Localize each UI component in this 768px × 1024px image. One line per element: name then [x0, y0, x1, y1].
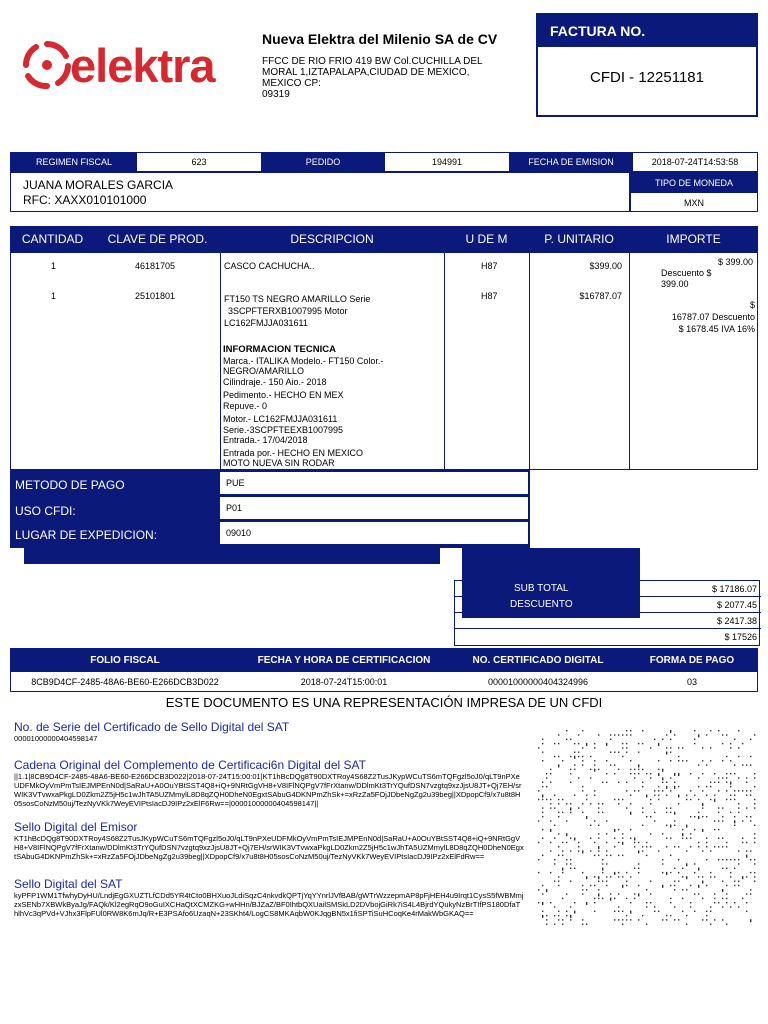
cert-table — [10, 648, 758, 692]
item-descripcion: CASCO CACHUCHA.. — [224, 261, 315, 271]
desc-line: FT150 TS NEGRO AMARILLO Serie — [224, 294, 371, 304]
cert-fecha-label: FECHA Y HORA DE CERTIFICACION — [257, 655, 431, 666]
col-importe: IMPORTE — [666, 232, 721, 246]
address-line: MORAL 1,IZTAPALAPA,CIUDAD DE MEXICO, — [262, 67, 470, 78]
nocert-label: NO. CERTIFICADO DIGITAL — [472, 655, 604, 666]
invoice-number: CFDI - 12251181 — [590, 69, 704, 86]
cert-fecha-value: 2018-07-24T15:00:01 — [300, 676, 388, 687]
item-unidad: H87 — [481, 261, 498, 271]
importe-line: 399.00 — [661, 279, 689, 289]
pedido-value: 194991 — [431, 157, 463, 167]
invoice-box — [536, 13, 758, 117]
brand-wordmark: elektra — [70, 39, 215, 92]
item-cantidad: 1 — [51, 291, 57, 301]
elektra-logo — [18, 36, 248, 96]
moneda-value: MXN — [684, 198, 704, 208]
pedido-label: PEDIDO — [261, 153, 385, 171]
tech-line: NEGRO/AMARILLO — [223, 366, 305, 376]
col-cantidad: CANTIDAD — [21, 232, 84, 246]
address-line: MEXICO CP: — [262, 78, 321, 89]
col-clave: CLAVE DE PROD. — [107, 232, 208, 246]
address-line: 09319 — [262, 89, 290, 100]
payment-bar — [24, 548, 440, 564]
regimen-label: REGIMEN FISCAL — [11, 153, 137, 171]
forma-value: 03 — [686, 676, 697, 687]
fecha-emision-label: FECHA DE EMISION — [509, 153, 633, 171]
total-value: $ 17526 — [724, 632, 757, 642]
item-importe — [661, 299, 755, 335]
representation-note: ESTE DOCUMENTO ES UNA REPRESENTACIÓN IMPRESA DE UN CFDI — [165, 695, 603, 710]
emisor-title: Sello Digital del Emisor — [14, 820, 138, 834]
importe-line: $ 399.00 — [717, 257, 753, 267]
item-unitario: $16787.07 — [579, 291, 622, 301]
company-address — [262, 56, 483, 100]
moneda-label: TIPO DE MONEDA — [631, 173, 757, 193]
sat-title: Sello Digital del SAT — [14, 877, 123, 891]
cadena-value: ||1.1|8CB9D4CF-2485-48A6-BE60-E266DCB3D022|2018-07-24T15:00:01|KT1hBcDQg8T90DXTRoy4S68Z2TusJKypWCuTS6mTQFgzl5oJ0/qLT9nPXeUDFMkOyVmPmTsIEJMPEnN0d|SaRaU+A0OuYBtSST4Q8+iQ+9NRtGgVH8+V8IFlNQPgV7fFrXtanw/DDlmKt3TrYQufDSN7vzgtq9xzJjsU8JT+Qj7EH/srWIK3VTvwxaPkgLD0Zkm2Z5jH5c1wJhTA5UZMmylL8D8qZQH0DheN0EgxtSAbuG4DKNPmZhSk+=xRzZa5FOjJDbeNgZg2u39beg||XDpopCf9/x7u8t8H05sosCoNzM50uj/TezNyVKk7WeyEVIPtsIacDJ9IPz2xElF6Rw==|00001000000404598147|| — [14, 772, 522, 808]
item-clave: 46181705 — [135, 261, 176, 271]
item-importe — [661, 257, 753, 290]
elektra-emblem-icon — [18, 36, 76, 94]
invoice-title — [538, 15, 756, 47]
fecha-emision-value: 2018-07-24T14:53:58 — [651, 157, 739, 167]
subtotal-value: $ 17186.07 — [711, 584, 757, 594]
regimen-value: 623 — [191, 157, 207, 167]
item-clave: 25101801 — [135, 291, 176, 301]
tech-line: Marca.- ITALIKA Modelo.- FT150 Color.- — [223, 355, 384, 366]
customer-rfc: RFC: XAXX010101000 — [23, 193, 147, 207]
tech-info — [223, 345, 438, 469]
subtotal-label: SUB TOTAL — [514, 583, 569, 594]
tech-title: INFORMACION TECNICA — [223, 344, 336, 355]
importe-line: 16787.07 Descuento — [671, 312, 755, 322]
item-descripcion — [224, 293, 370, 329]
invoice-title-text: FACTURA NO. — [550, 23, 646, 39]
descuento-label: DESCUENTO — [510, 599, 573, 610]
emisor-value: KT1hBcDQg8T90DXTRoy4S68Z2TusJKypWCuTS6mTQFgzl5oJ0/qLT9nPXeUDFMkOyVmPmTsIEJMPEnN0d|SaRaU+A0OuYBtSST4Q8+iQ+9NRtGgVH8+V8IFlNQPgV7fFrXtanw/DDlmKt3TrYQufDSN7vzgtq9xzJjsU8JT+Qj7EH/srWIK3VTvwxaPkgLD0Zkm2Z5jH5c1wJhTA5UZMmylL8D8qZQH0DheN0EgxtSAbuG4DKNPmZhSk+=xRzZa5FOjJDbeNgZg2u39beg||XDpopCf9/x7u8t8H05sosCoNzM50uj/TezNyVKk7WeyEVIPtsIacDJ9IPz2xElFdRw== — [14, 834, 524, 861]
item-cantidad: 1 — [51, 261, 57, 271]
iva-value: $ 2417.38 — [716, 616, 757, 626]
address-line: FFCC DE RIO FRIO 419 BW Col.CUCHILLA DEL — [262, 56, 483, 67]
uso-label: USO CFDI: — [15, 504, 76, 518]
importe-line: Descuento $ — [661, 268, 712, 278]
importe-line: $ 1678.45 IVA 16% — [678, 324, 755, 334]
payment-box — [10, 470, 530, 548]
descuento-value: $ 2077.45 — [716, 600, 757, 610]
desc-line: LC162FMJJA031611 — [224, 318, 308, 328]
lugar-value: 09010 — [220, 522, 528, 544]
company-name: Nueva Elektra del Milenio SA de CV — [262, 31, 498, 47]
serie-title: No. de Serie del Certificado de Sello Digital del SAT — [14, 720, 290, 734]
tech-line: Pedimento.- HECHO EN MEX — [223, 390, 344, 400]
col-unitario: P. UNITARIO — [544, 232, 614, 246]
folio-value: 8CB9D4CF-2485-48A6-BE60-E266DCB3D022 — [31, 676, 219, 687]
items-body — [10, 252, 758, 470]
folio-label: FOLIO FISCAL — [90, 655, 160, 666]
totals-box — [454, 580, 760, 646]
tech-line: Repuve.- 0 — [223, 400, 268, 411]
serie-value: 00001000000404598147 — [14, 734, 98, 743]
info-row — [10, 152, 758, 172]
tech-line: MOTO NUEVA SIN RODAR — [223, 458, 335, 468]
qr-code-icon — [538, 730, 760, 930]
cadena-title: Cadena Original del Complemento de Certificaci6n Digital del SAT — [14, 758, 366, 772]
sat-section — [14, 720, 524, 918]
item-unidad: H87 — [481, 291, 498, 301]
tech-line: Motor.- LC162FMJJA031611 — [223, 414, 338, 424]
sat-value: kyPFP1WM1TfwhyDyHU/LndjEgGXUZTLfCDd5YR4tCto0BHXuoJLdiSqzC4nkvdkQPTjYqYYnrlJVfBAB/gWTrWzzepmAP8pFjHEH4u9Irqt1CysS5fWBMmjzxSENb7XBWkByaJg/FAQk/Kl2egRqO9oGuIXCHaQtXCMZKG+wHHn/BJZaZ/BF0IhtbQXUailSMSkLD2DVbojGiRk7iS4L4BjrdYQukyNzBrTIfPS180DfaThlhVc3qPVd+VJhx3FlpFUl0RW8K6mJq/R+E3PSAfo6UzaqN+23SKht4/LogCS8MKAqbW0KJqgBN5x1fiSPTiSuHCoqKe4rMakWbGKAQ== — [14, 891, 524, 918]
customer-box — [10, 172, 630, 212]
lugar-label: LUGAR DE EXPEDICION: — [15, 528, 158, 542]
metodo-label: METODO DE PAGO — [15, 478, 125, 492]
metodo-value: PUE — [220, 472, 528, 494]
importe-line: $ — [749, 300, 755, 310]
desc-line: 3SCPFTERXB1007995 Motor — [228, 306, 348, 316]
nocert-value: 00001000000404324996 — [487, 676, 589, 687]
item-unitario: $399.00 — [589, 261, 622, 271]
tech-line: Serie.-3SCPFTEEXB1007995 — [223, 424, 344, 435]
col-descripcion: DESCRIPCION — [290, 232, 374, 246]
tech-line: Entrada.- 17/04/2018 — [223, 435, 308, 445]
col-unidad: U DE M — [465, 232, 508, 246]
tech-line: Cilindraje.- 150 Aio.- 2018 — [223, 376, 327, 387]
forma-label: FORMA DE PAGO — [649, 655, 735, 666]
customer-name: JUANA MORALES GARCIA — [23, 178, 174, 192]
tech-line: Entrada por.- HECHO EN MEXICO — [223, 447, 364, 458]
moneda-box — [630, 172, 758, 212]
uso-value: P01 — [220, 497, 528, 519]
items-header — [10, 226, 758, 252]
